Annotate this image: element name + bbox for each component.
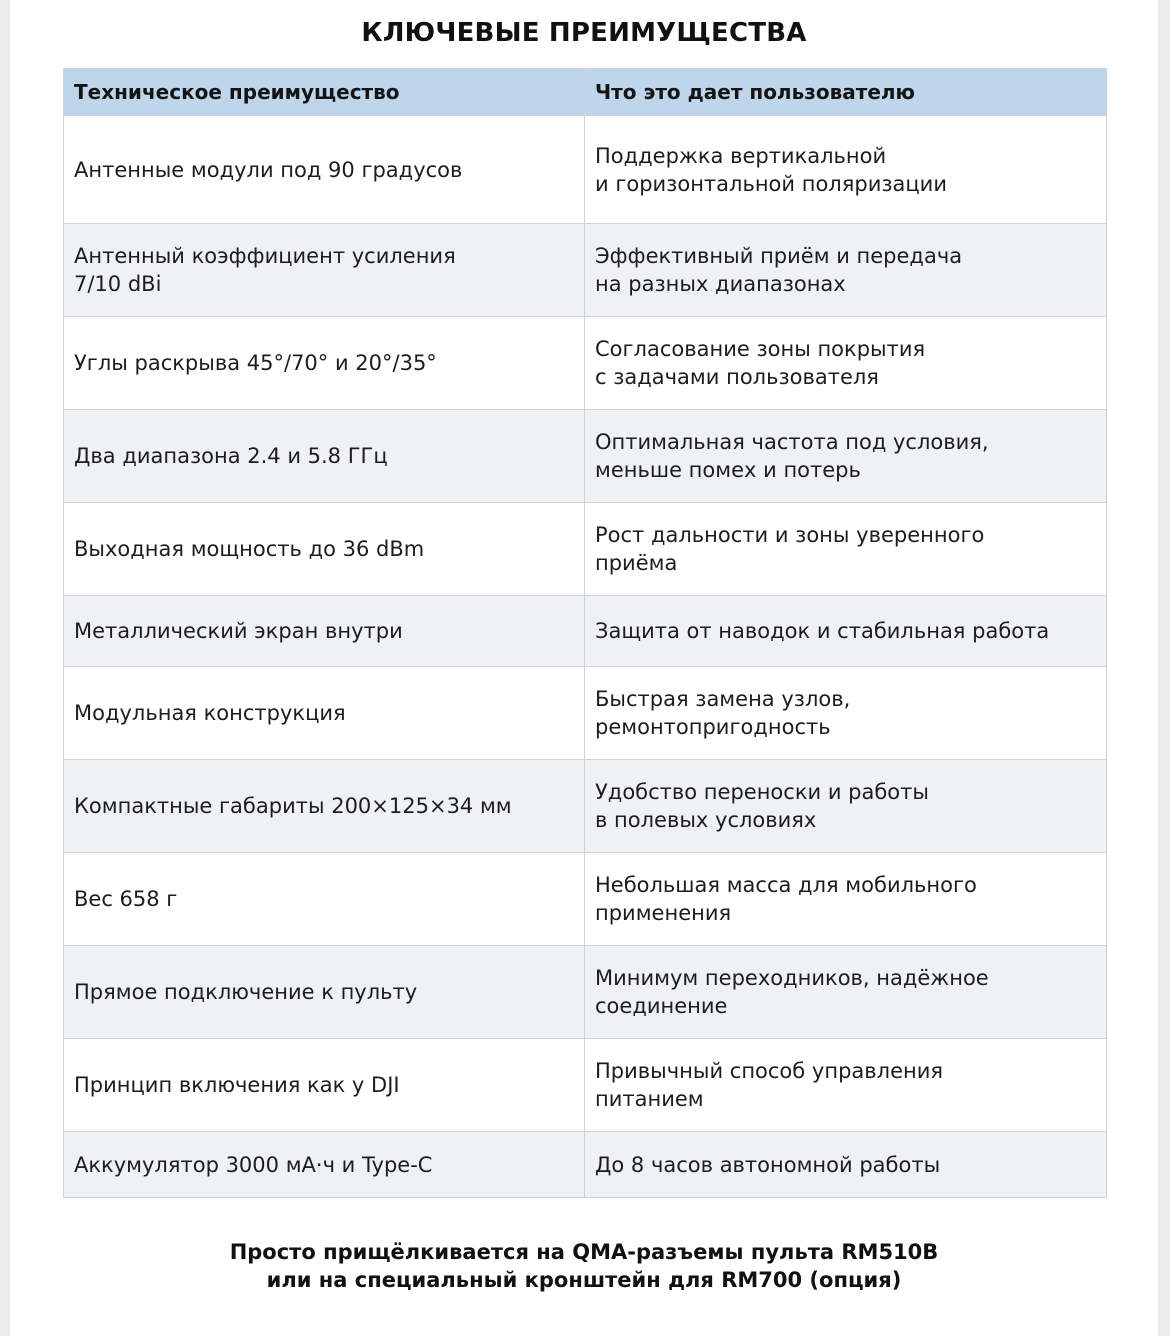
cell-benefit: До 8 часов автономной работы	[585, 1132, 1107, 1198]
cell-feature: Антенный коэффициент усиления 7/10 dBi	[64, 224, 585, 317]
cell-benefit: Небольшая масса для мобильного применения	[585, 853, 1107, 946]
cell-feature: Два диапазона 2.4 и 5.8 ГГц	[64, 410, 585, 503]
cell-benefit: Эффективный приём и передача на разных диапазонах	[585, 224, 1107, 317]
cell-feature: Принцип включения как у DJI	[64, 1039, 585, 1132]
cell-benefit: Защита от наводок и стабильная работа	[585, 596, 1107, 667]
cell-benefit: Минимум переходников, надёжное соединение	[585, 946, 1107, 1039]
footer-line-2: или на специальный кронштейн для RM700 (опция)	[266, 1268, 902, 1292]
cell-benefit: Быстрая замена узлов, ремонтопригодность	[585, 667, 1107, 760]
cell-benefit: Поддержка вертикальной и горизонтальной поляризации	[585, 116, 1107, 224]
cell-feature: Металлический экран внутри	[64, 596, 585, 667]
table-row	[64, 410, 1107, 503]
footer-line-1: Просто прищёлкивается на QMA-разъемы пульта RM510B	[229, 1240, 939, 1264]
cell-feature: Углы раскрыва 45°/70° и 20°/35°	[64, 317, 585, 410]
header-feature: Техническое преимущество	[64, 69, 585, 116]
page-title: КЛЮЧЕВЫЕ ПРЕИМУЩЕСТВА	[361, 18, 807, 48]
cell-benefit: Рост дальности и зоны уверенного приёма	[585, 503, 1107, 596]
cell-feature: Выходная мощность до 36 dBm	[64, 503, 585, 596]
cell-feature: Компактные габариты 200×125×34 мм	[64, 760, 585, 853]
table-row	[64, 853, 1107, 946]
table-row	[64, 596, 1107, 667]
cell-feature: Прямое подключение к пульту	[64, 946, 585, 1039]
table-row	[64, 503, 1107, 596]
cell-feature: Антенные модули под 90 градусов	[64, 116, 585, 224]
cell-benefit: Оптимальная частота под условия, меньше помех и потерь	[585, 410, 1107, 503]
table-row	[64, 760, 1107, 853]
cell-benefit: Удобство переноски и работы в полевых условиях	[585, 760, 1107, 853]
table-row	[64, 946, 1107, 1039]
table-header-row	[64, 69, 1107, 116]
benefits-table	[63, 68, 1107, 1198]
table-row	[64, 317, 1107, 410]
cell-feature: Вес 658 г	[64, 853, 585, 946]
table-row	[64, 116, 1107, 224]
cell-feature: Модульная конструкция	[64, 667, 585, 760]
cell-benefit: Привычный способ управления питанием	[585, 1039, 1107, 1132]
table-row	[64, 667, 1107, 760]
cell-feature: Аккумулятор 3000 мА·ч и Type-C	[64, 1132, 585, 1198]
table-row	[64, 224, 1107, 317]
footer-note	[0, 1238, 1168, 1294]
table-row	[64, 1039, 1107, 1132]
table-row	[64, 1132, 1107, 1198]
header-benefit: Что это дает пользователю	[585, 69, 1107, 116]
cell-benefit: Согласование зоны покрытия с задачами пользователя	[585, 317, 1107, 410]
